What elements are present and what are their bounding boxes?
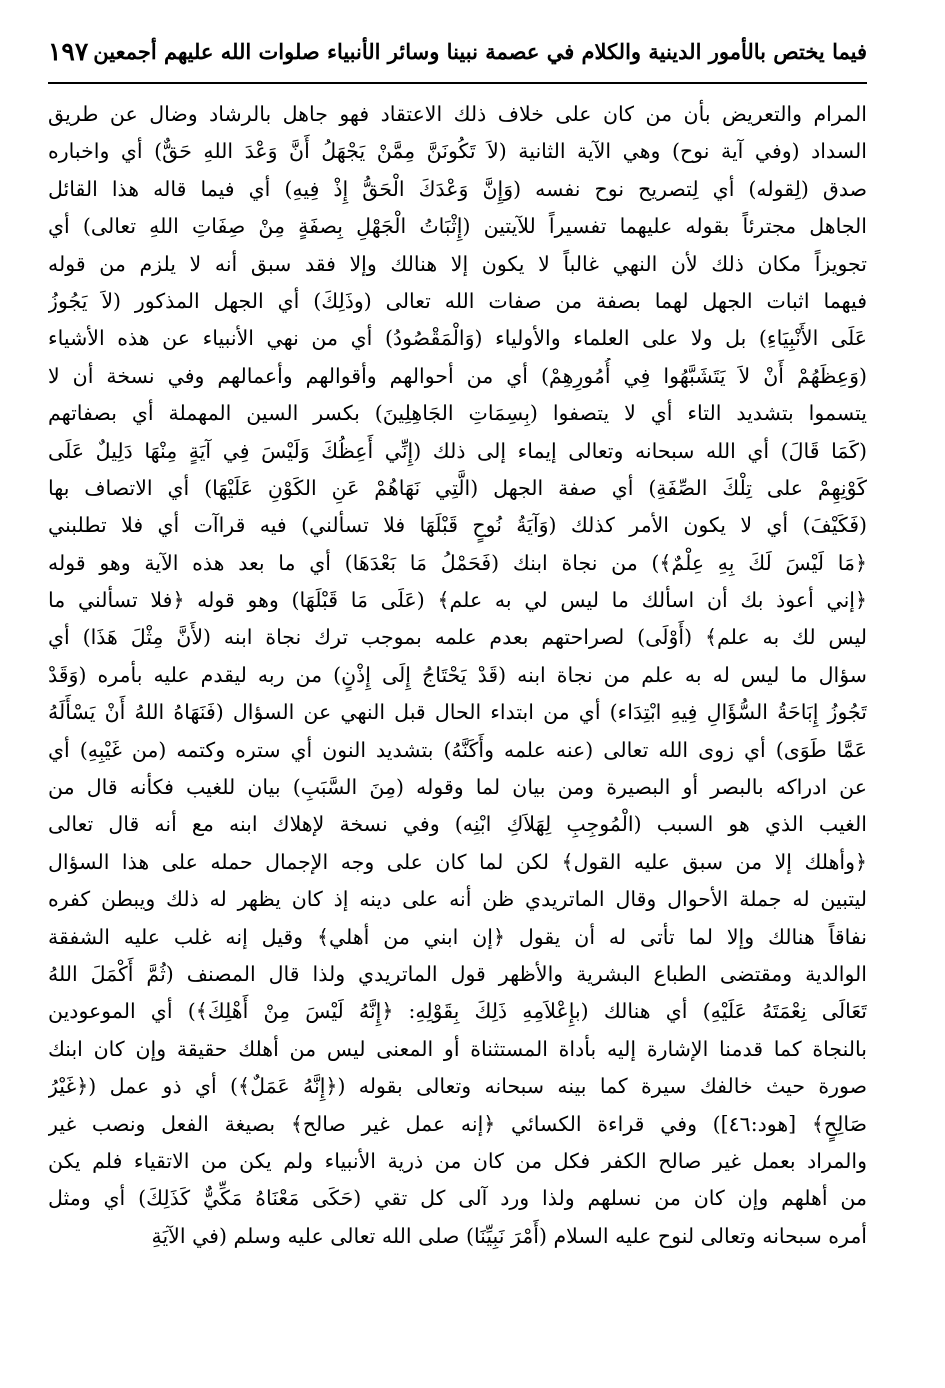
text-line: ﴿مَا لَيْسَ لَكَ بِهِ عِلْمٌ﴾) من نجاة ابنك (فَحَمْلُ مَا بَعْدَهَا) أي ما بعد هذه الآية وهو قوله bbox=[48, 550, 867, 575]
text-line: (وَعِظَهُمْ أَنْ لاَ يَتَشَبَّهُوا فِي أُمُورِهِمْ) أي من أحوالهم وأقوالهم وأعمالهم وفي نسخة أن لا bbox=[48, 363, 867, 388]
text-line: ﴿وأهلك إلا من سبق عليه القول﴾ لكن لما كان على وجه الإجمال حمله على هذا السؤال bbox=[48, 849, 867, 874]
text-line: فيهما اثبات الجهل لهما بصفة من صفات الله تعالى (وذَلِكَ) أي الجهل المذكور (لاَ يَجُوزُ bbox=[48, 288, 867, 313]
header-title: فيما يختص بالأمور الدينية والكلام في عصمة نبينا وسائر الأنبياء صلوات الله عليهم أجمعين bbox=[93, 38, 867, 64]
body-text bbox=[48, 96, 867, 1255]
text-line: تَجُوزُ إِبَاحَةُ السُّؤَالِ فِيهِ ابْتِدَاء) أي من ابتداء الحال قبل النهي عن السؤال (فَنَهَاهُ اللهُ أَنْ يَسْأَلَهُ bbox=[48, 700, 867, 725]
text-line: نفاقاً هنالك وإلا لما تأتى له أن يقول ﴿إن ابني من أهلي﴾ وقيل إنه غلب عليه الشفقة bbox=[48, 924, 867, 949]
page-number: ١٩٧ bbox=[48, 36, 89, 66]
text-line: سؤال ما ليس له به علم من نجاة ابنه (قَدْ يَحْتَاجُ إِلَى إِذْنٍ) من ربه ليقدم عليه بأمره (وَقَدْ bbox=[48, 662, 867, 687]
text-line: الوالدية ومقتضى الطباع البشرية والأظهر قول الماتريدي ولذا قال المصنف (ثُمَّ أَكْمَلَ اللهُ bbox=[48, 961, 867, 986]
text-line: بالنجاة كما قدمنا الإشارة إليه بأداة المستثناة أو المعنى ليس من أهلك حقيقة وإن كان ابنك bbox=[48, 1036, 867, 1061]
text-line: المرام والتعريض بأن من كان على خلاف ذلك الاعتقاد فهو جاهل بالرشاد وضال عن طريق bbox=[48, 102, 867, 126]
text-line: صورة حيث خالفك سيرة كما بينه سبحانه وتعالى بقوله (﴿إِنَّهُ عَمَلٌ﴾) أي ذو عمل (﴿غَيْرُ bbox=[48, 1074, 867, 1099]
running-header bbox=[48, 28, 867, 74]
text-line: ليتبين له جملة الأحوال وقال الماتريدي ظن أنه على دينه إذ كان يظهر له ذلك ويبطن كفره bbox=[48, 887, 867, 912]
text-line: الغيب الذي هو السبب (الْمُوجِبِ لِهَلاَكِ ابْنِه) وفي نسخة لإهلاك ابنه مع أنه قال تعالى bbox=[48, 812, 867, 837]
text-line: تجويزاً مكان ذلك لأن النهي غالباً لا يكون إلا هنالك وإلا فقد سبق أنه لا يلزم من قوله bbox=[48, 251, 867, 276]
text-line: عن ادراكه بالبصر أو البصيرة ومن بيان لما وقوله (مِنَ السَّبَبِ) بيان للغيب فكأنه قال من bbox=[48, 775, 867, 800]
text-line: ليس لك به علم﴾ (أَوْلَى) لصراحتهم بعدم علمه بموجب ترك نجاة ابنه (لأَنَّ مِثْلَ هَذَا) أي bbox=[48, 625, 867, 650]
text-line: كَوْنِهِمْ على تِلْكَ الصِّفَةِ) أي صفة الجهل (الَّتِي نَهَاهُمْ عَنِ الكَوْنِ عَلَيْهَا) أي الاتصاف بها bbox=[48, 475, 867, 500]
text-line: صدق (لِقوله) أي لِتصريح نوح نفسه (وَإِنَّ وَعْدَكَ الْحَقُّ إِذْ فِيهِ) أي فيما قاله هذا القائل bbox=[48, 176, 867, 201]
text-line: عَلَى الأَنْبِيَاءِ) بل ولا على العلماء والأولياء (وَالْمَقْصُودُ) أي من نهي الأنبياء عن هذه الأشياء bbox=[48, 326, 867, 351]
text-line: تَعَالَى نِعْمَتَهُ عَلَيْهِ) أي هنالك (بإِعْلاَمِهِ ذَلِكَ بِقَوْلِهِ: ﴿إِنَّهُ لَيْسَ مِنْ أَهْلِكَ﴾) أي الموعودين bbox=[48, 999, 867, 1024]
text-line: (كَمَا قَالَ) أي الله سبحانه وتعالى إيماء إلى ذلك (إِنِّي أَعِظُكَ وَلَيْسَ فِي آيَةٍ مِنْهَا دَلِيلٌ عَلَى bbox=[48, 438, 867, 463]
text-line: ﴿إني أعوذ بك أن اسألك ما ليس لي به علم﴾ (عَلَى مَا قَبْلَهَا) وهو قوله ﴿فلا تسألني ما bbox=[48, 588, 867, 613]
text-line: عَمَّا طَوَى) أي زوى الله تعالى (عنه علمه وأَكَنَّهُ) بتشديد النون أي ستره وكتمه (من غَيْبِهِ) أي bbox=[48, 737, 867, 762]
text-line: يتسموا بتشديد التاء أي لا يتصفوا (بِسِمَاتِ الجَاهِلِينَ) بكسر السين المهملة أي بصفاتهم bbox=[48, 401, 867, 426]
text-line: صَالِحٍ﴾ [هود:٤٦]) وفي قراءة الكسائي ﴿إنه عمل غير صالح﴾ بصيغة الفعل ونصب غير bbox=[48, 1111, 867, 1136]
text-line: أمره سبحانه وتعالى لنوح عليه السلام (أَمْرَ نَبِيِّنَا) صلى الله تعالى عليه وسلم (في الآيَةِ bbox=[151, 1223, 867, 1248]
text-line: الجاهل مجترئاً بقوله عليهما تفسيراً للآيتين (إِثْبَاتُ الْجَهْلِ بِصفَةٍ مِنْ صِفَاتِ اللهِ تعالى) أي bbox=[48, 214, 867, 239]
header-divider bbox=[48, 82, 867, 84]
text-line: والمراد بعمل غير صالح الكفر فكل من كان من ذرية الأنبياء ولم يكن من الاتقياء فلم يكن bbox=[48, 1148, 867, 1173]
text-line: من أهلهم وإن كان من نسلهم ولذا ورد آلى كل تقي (حَكَى مَعْنَاهُ مَكِّيٌّ كَذَلِكَ) أي ومثل bbox=[48, 1186, 867, 1211]
text-line: (فَكَيْفَ) أي لا يكون الأمر كذلك (وَآيَةُ نُوحٍ قَبْلَهَا فلا تسألني) فيه قراآت أي فلا تطلبني bbox=[48, 513, 867, 538]
text-line: السداد (وفي آية نوح) وهي الآية الثانية (لاَ تَكُونَنَّ مِمَّنْ يَجْهَلُ أَنَّ وَعْدَ اللهِ حَقٌّ) أي واخباره bbox=[48, 139, 867, 164]
